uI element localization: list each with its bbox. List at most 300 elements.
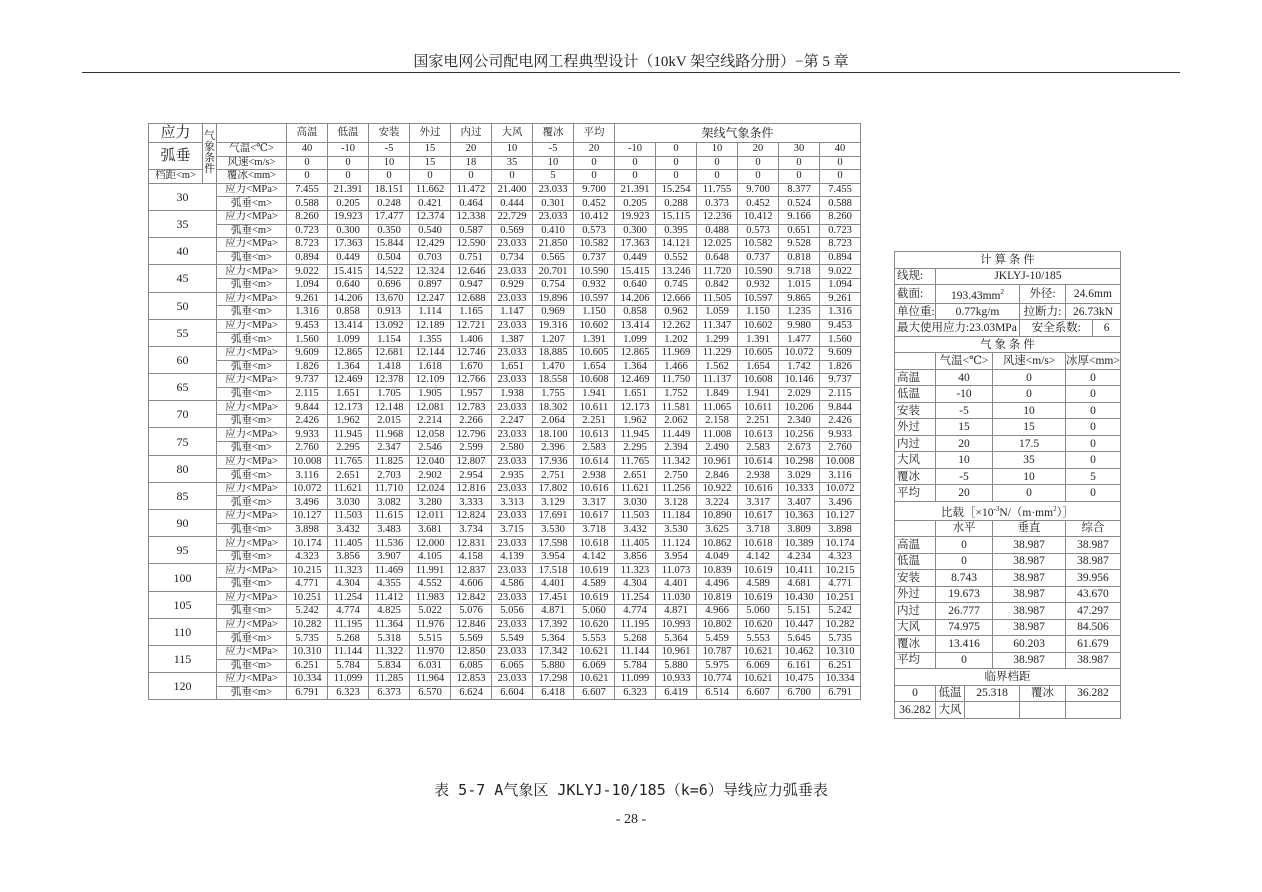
wind-cell: 0 <box>820 156 861 170</box>
sag-cell: 3.715 <box>492 523 533 537</box>
condition-name: 低温 <box>895 386 936 403</box>
span-value: 60 <box>149 346 217 373</box>
load-combined: 38.987 <box>1066 553 1121 570</box>
row-label: 应力<MPa> <box>217 374 287 388</box>
stress-cell: 10.602 <box>738 319 779 333</box>
sag-row <box>149 442 861 456</box>
load-horizontal: 0 <box>936 652 993 669</box>
stress-cell: 12.374 <box>410 210 451 224</box>
sag-cell: 5.834 <box>369 659 410 673</box>
stress-cell: 9.261 <box>820 292 861 306</box>
sag-cell: 0.421 <box>410 197 451 211</box>
ice-cell: 0 <box>574 170 615 184</box>
stress-cell: 11.969 <box>656 346 697 360</box>
sag-cell: 0.703 <box>410 251 451 265</box>
sag-cell: 4.552 <box>410 578 451 592</box>
sag-cell: 4.401 <box>533 578 574 592</box>
condition-name: 大风 <box>895 452 936 469</box>
sag-cell: 1.387 <box>492 333 533 347</box>
stress-cell: 11.662 <box>410 183 451 197</box>
critical-span-cell: 0 <box>895 685 936 702</box>
stress-cell: 10.363 <box>779 510 820 524</box>
wind-cell: 35 <box>492 156 533 170</box>
stress-cell: 12.666 <box>656 292 697 306</box>
stress-cell: 10.008 <box>287 455 328 469</box>
condition-name: 安装 <box>895 402 936 419</box>
sag-cell: 1.962 <box>328 414 369 428</box>
sag-cell: 5.880 <box>533 659 574 673</box>
temperature-cell: 40 <box>287 143 328 157</box>
sag-cell: 1.962 <box>615 414 656 428</box>
stress-cell: 23.033 <box>492 482 533 496</box>
sag-cell: 5.549 <box>492 632 533 646</box>
stress-cell: 12.721 <box>451 319 492 333</box>
stress-cell: 10.922 <box>697 482 738 496</box>
overhead-weather-label: 架线气象条件 <box>615 124 861 143</box>
stress-cell: 10.621 <box>738 673 779 687</box>
sag-cell: 1.651 <box>492 360 533 374</box>
stress-cell: 12.236 <box>697 210 738 224</box>
column-header: 安装 <box>369 124 410 143</box>
sag-cell: 0.858 <box>615 306 656 320</box>
header-rule <box>82 72 1180 73</box>
sag-cell: 0.464 <box>451 197 492 211</box>
sag-cell: 2.251 <box>574 414 615 428</box>
sag-cell: 0.929 <box>492 278 533 292</box>
wind-cell: 0 <box>287 156 328 170</box>
sag-cell: 4.771 <box>820 578 861 592</box>
temperature-cell: -10 <box>615 143 656 157</box>
stress-cell: 23.033 <box>492 645 533 659</box>
sag-cell: 5.268 <box>328 632 369 646</box>
sag-cell: 1.957 <box>451 387 492 401</box>
row-label: 应力<MPa> <box>217 510 287 524</box>
stress-cell: 15.844 <box>369 238 410 252</box>
stress-cell: 10.412 <box>738 210 779 224</box>
row-label: 弧垂<m> <box>217 523 287 537</box>
load-header: 水平 <box>936 520 993 537</box>
sag-cell: 3.809 <box>779 523 820 537</box>
span-label: 档距<m> <box>149 170 203 184</box>
sag-cell: 2.751 <box>533 469 574 483</box>
sag-cell: 2.599 <box>451 442 492 456</box>
load-horizontal: 74.975 <box>936 619 993 636</box>
stress-cell: 10.430 <box>779 591 820 605</box>
load-vertical: 38.987 <box>993 586 1066 603</box>
area-unit-sup: 2 <box>1000 288 1004 296</box>
sag-row <box>149 550 861 564</box>
title-row <box>895 252 1121 269</box>
stress-cell: 10.462 <box>779 645 820 659</box>
sag-row <box>149 360 861 374</box>
critical-row <box>895 702 1121 719</box>
sag-cell: 6.323 <box>615 686 656 700</box>
sag-cell: 1.654 <box>574 360 615 374</box>
stress-cell: 10.582 <box>738 238 779 252</box>
sag-cell: 1.826 <box>287 360 328 374</box>
stress-cell: 11.405 <box>615 537 656 551</box>
stress-cell: 9.022 <box>820 265 861 279</box>
stress-cell: 17.363 <box>328 238 369 252</box>
load-row <box>895 619 1121 636</box>
wind-cell: 0 <box>656 156 697 170</box>
span-value: 70 <box>149 401 217 428</box>
load-vertical: 38.987 <box>993 603 1066 620</box>
sag-cell: 3.432 <box>328 523 369 537</box>
sag-cell: 3.898 <box>287 523 328 537</box>
sag-cell: 0.449 <box>328 251 369 265</box>
load-row <box>895 537 1121 554</box>
stress-cell: 23.033 <box>492 673 533 687</box>
stress-cell: 12.865 <box>615 346 656 360</box>
weather-row <box>895 485 1121 502</box>
sag-row <box>149 605 861 619</box>
calc-title: 计 算 条 件 <box>895 252 1121 269</box>
stress-cell: 10.618 <box>738 537 779 551</box>
sag-cell: 1.905 <box>410 387 451 401</box>
sag-cell: 0.540 <box>410 224 451 238</box>
weight-row <box>895 303 1121 320</box>
sag-cell: 3.496 <box>820 496 861 510</box>
wind-cell: 0 <box>328 156 369 170</box>
sag-cell: 1.364 <box>615 360 656 374</box>
stress-cell: 7.455 <box>287 183 328 197</box>
sag-cell: 0.734 <box>492 251 533 265</box>
stress-cell: 10.447 <box>779 618 820 632</box>
stress-cell: 14.206 <box>615 292 656 306</box>
stress-cell: 9.022 <box>287 265 328 279</box>
row-label: 弧垂<m> <box>217 333 287 347</box>
sag-row <box>149 224 861 238</box>
condition-name: 外过 <box>895 586 936 603</box>
stress-cell: 11.256 <box>656 482 697 496</box>
sag-cell: 3.317 <box>574 496 615 510</box>
condition-name: 内过 <box>895 435 936 452</box>
sag-cell: 0.588 <box>287 197 328 211</box>
stress-cell: 11.945 <box>328 428 369 442</box>
sag-cell: 3.432 <box>615 523 656 537</box>
sag-cell: 3.530 <box>533 523 574 537</box>
sag-cell: 1.299 <box>697 333 738 347</box>
blank-cell <box>895 353 936 370</box>
load-title-part: 2 <box>1053 504 1057 513</box>
sag-cell: 2.954 <box>451 469 492 483</box>
stress-cell: 13.246 <box>656 265 697 279</box>
stress-cell: 10.620 <box>738 618 779 632</box>
weather-row <box>895 452 1121 469</box>
stress-cell: 9.844 <box>287 401 328 415</box>
sag-cell: 1.235 <box>779 306 820 320</box>
row-label: 弧垂<m> <box>217 224 287 238</box>
load-combined: 47.297 <box>1066 603 1121 620</box>
sag-cell: 0.524 <box>779 197 820 211</box>
weather-ice: 0 <box>1066 402 1121 419</box>
sag-cell: 6.251 <box>287 659 328 673</box>
critical-span-cell: 36.282 <box>1066 685 1121 702</box>
sag-cell: 1.705 <box>369 387 410 401</box>
sag-cell: 2.158 <box>697 414 738 428</box>
stress-cell: 10.614 <box>738 455 779 469</box>
stress-cell: 12.058 <box>410 428 451 442</box>
sag-cell: 4.606 <box>451 578 492 592</box>
stress-cell: 8.377 <box>779 183 820 197</box>
stress-cell: 10.215 <box>820 564 861 578</box>
sag-cell: 4.401 <box>656 578 697 592</box>
sag-cell: 5.784 <box>328 659 369 673</box>
sag-cell: 6.624 <box>451 686 492 700</box>
sag-cell: 4.142 <box>738 550 779 564</box>
stress-cell: 9.737 <box>820 374 861 388</box>
stress-cell: 17.451 <box>533 591 574 605</box>
stress-cell: 9.609 <box>287 346 328 360</box>
stress-cell: 9.737 <box>287 374 328 388</box>
stress-cell: 17.477 <box>369 210 410 224</box>
sag-cell: 5.242 <box>820 605 861 619</box>
sag-cell: 0.947 <box>451 278 492 292</box>
load-header: 垂直 <box>993 520 1066 537</box>
sag-cell: 6.570 <box>410 686 451 700</box>
stress-cell: 10.621 <box>574 673 615 687</box>
row-label: 应力<MPa> <box>217 319 287 333</box>
weather-header: 风速<m/s> <box>993 353 1066 370</box>
sag-cell: 3.224 <box>697 496 738 510</box>
stress-cell: 11.615 <box>369 510 410 524</box>
sag-cell: 2.673 <box>779 442 820 456</box>
row-label: 弧垂<m> <box>217 197 287 211</box>
sag-cell: 0.373 <box>697 197 738 211</box>
sag-cell: 6.031 <box>410 659 451 673</box>
stress-cell: 10.008 <box>820 455 861 469</box>
sag-cell: 6.607 <box>738 686 779 700</box>
sag-cell: 6.069 <box>738 659 779 673</box>
stress-cell: 14.206 <box>328 292 369 306</box>
temperature-cell: -5 <box>369 143 410 157</box>
load-combined: 38.987 <box>1066 537 1121 554</box>
stress-cell: 17.691 <box>533 510 574 524</box>
area-row <box>895 285 1121 304</box>
sag-cell: 6.323 <box>328 686 369 700</box>
stress-cell: 9.528 <box>779 238 820 252</box>
ice-cell: 0 <box>820 170 861 184</box>
stress-cell: 21.850 <box>533 238 574 252</box>
stress-cell: 11.991 <box>410 564 451 578</box>
stress-cell: 8.260 <box>820 210 861 224</box>
stress-cell: 10.839 <box>697 564 738 578</box>
area-number: 193.43mm <box>950 289 1001 302</box>
weather-wind: 0 <box>993 386 1066 403</box>
page-number: - 28 - <box>615 812 647 827</box>
stress-cell: 17.802 <box>533 482 574 496</box>
stress-cell: 11.964 <box>410 673 451 687</box>
sag-cell: 2.214 <box>410 414 451 428</box>
stress-cell: 17.342 <box>533 645 574 659</box>
temperature-cell: 20 <box>451 143 492 157</box>
sag-cell: 1.316 <box>820 306 861 320</box>
stress-cell: 10.310 <box>287 645 328 659</box>
stress-cell: 10.174 <box>287 537 328 551</box>
stress-cell: 10.616 <box>738 482 779 496</box>
condition-name: 高温 <box>895 537 936 554</box>
stress-cell: 8.260 <box>287 210 328 224</box>
sag-cell: 2.251 <box>738 414 779 428</box>
stress-sag-table <box>148 123 861 700</box>
stress-cell: 19.316 <box>533 319 574 333</box>
temperature-cell: 40 <box>820 143 861 157</box>
load-row <box>895 570 1121 587</box>
blank-cell <box>217 124 287 143</box>
sag-cell: 6.065 <box>492 659 533 673</box>
temperature-cell: 10 <box>492 143 533 157</box>
stress-cell: 10.961 <box>656 645 697 659</box>
sag-row <box>149 523 861 537</box>
sag-cell: 0.350 <box>369 224 410 238</box>
stress-row <box>149 455 861 469</box>
stress-cell: 11.765 <box>328 455 369 469</box>
weather-temp: -5 <box>936 468 993 485</box>
temperature-cell: -10 <box>328 143 369 157</box>
sag-cell: 2.266 <box>451 414 492 428</box>
stress-cell: 17.298 <box>533 673 574 687</box>
stress-cell: 11.505 <box>697 292 738 306</box>
sag-cell: 2.760 <box>287 442 328 456</box>
stress-cell: 12.040 <box>410 455 451 469</box>
weather-condition-label: 气象条件 <box>203 124 217 184</box>
sag-cell: 3.681 <box>410 523 451 537</box>
blank-cell <box>965 702 1020 719</box>
sag-cell: 0.640 <box>615 278 656 292</box>
sag-cell: 4.323 <box>820 550 861 564</box>
critical-span-title: 临界档距 <box>895 669 1121 686</box>
sag-cell: 0.640 <box>328 278 369 292</box>
sag-cell: 5.553 <box>738 632 779 646</box>
sag-cell: 3.317 <box>738 496 779 510</box>
column-header: 平均 <box>574 124 615 143</box>
sag-cell: 1.355 <box>410 333 451 347</box>
condition-name: 高温 <box>895 369 936 386</box>
stress-cell: 10.933 <box>656 673 697 687</box>
stress-cell: 9.609 <box>820 346 861 360</box>
sag-cell: 5.784 <box>615 659 656 673</box>
sag-cell: 0.858 <box>328 306 369 320</box>
weather-row <box>895 402 1121 419</box>
row-label: 应力<MPa> <box>217 537 287 551</box>
sag-cell: 2.490 <box>697 442 738 456</box>
stress-cell: 11.503 <box>328 510 369 524</box>
stress-cell: 12.837 <box>451 564 492 578</box>
sag-cell: 4.049 <box>697 550 738 564</box>
stress-cell: 10.608 <box>574 374 615 388</box>
critical-span-cell: 大风 <box>936 702 965 719</box>
stress-cell: 21.400 <box>492 183 533 197</box>
stress-cell: 11.621 <box>615 482 656 496</box>
stress-cell: 10.310 <box>820 645 861 659</box>
weather-wind: 35 <box>993 452 1066 469</box>
row-label: 应力<MPa> <box>217 238 287 252</box>
sag-cell: 3.129 <box>533 496 574 510</box>
stress-cell: 9.865 <box>779 292 820 306</box>
load-title-part: 比载［×10 <box>941 506 994 519</box>
stress-cell: 11.469 <box>369 564 410 578</box>
sag-cell: 4.355 <box>369 578 410 592</box>
sag-cell: 1.150 <box>574 306 615 320</box>
stress-cell: 10.611 <box>574 401 615 415</box>
sag-cell: 5.060 <box>574 605 615 619</box>
sag-cell: 0.737 <box>574 251 615 265</box>
sag-cell: 4.105 <box>410 550 451 564</box>
stress-row <box>149 292 861 306</box>
breaking-label: 拉断力: <box>1020 303 1066 320</box>
sag-cell: 4.681 <box>779 578 820 592</box>
sag-cell: 2.546 <box>410 442 451 456</box>
stress-cell: 11.124 <box>656 537 697 551</box>
stress-cell: 12.262 <box>656 319 697 333</box>
weather-ice: 0 <box>1066 369 1121 386</box>
span-value: 90 <box>149 510 217 537</box>
condition-name: 外过 <box>895 419 936 436</box>
load-horizontal: 0 <box>936 537 993 554</box>
sag-cell: 2.651 <box>328 469 369 483</box>
stress-cell: 10.072 <box>820 482 861 496</box>
row-label: 弧垂<m> <box>217 469 287 483</box>
load-combined: 39.956 <box>1066 570 1121 587</box>
stress-cell: 14.121 <box>656 238 697 252</box>
stress-cell: 10.890 <box>697 510 738 524</box>
row-label: 应力<MPa> <box>217 455 287 469</box>
stress-cell: 23.033 <box>492 455 533 469</box>
sag-cell: 0.932 <box>738 278 779 292</box>
stress-cell: 17.363 <box>615 238 656 252</box>
sag-cell: 2.935 <box>492 469 533 483</box>
span-value: 115 <box>149 645 217 672</box>
stress-cell: 10.298 <box>779 455 820 469</box>
sag-cell: 0.913 <box>369 306 410 320</box>
stress-cell: 23.033 <box>492 346 533 360</box>
stress-cell: 15.415 <box>328 265 369 279</box>
condition-name: 平均 <box>895 485 936 502</box>
stress-cell: 12.247 <box>410 292 451 306</box>
column-header: 覆冰 <box>533 124 574 143</box>
sag-cell: 3.734 <box>451 523 492 537</box>
row-label: 弧垂<m> <box>217 306 287 320</box>
stress-cell: 10.282 <box>287 618 328 632</box>
stress-cell: 17.598 <box>533 537 574 551</box>
stress-cell: 18.100 <box>533 428 574 442</box>
load-combined: 84.506 <box>1066 619 1121 636</box>
weather-temp: -5 <box>936 402 993 419</box>
row-label: 应力<MPa> <box>217 346 287 360</box>
area-value <box>936 285 1020 304</box>
sag-row <box>149 278 861 292</box>
stress-cell: 18.302 <box>533 401 574 415</box>
stress-cell: 23.033 <box>492 265 533 279</box>
stress-cell: 11.621 <box>328 482 369 496</box>
stress-cell: 11.983 <box>410 591 451 605</box>
stress-cell: 12.831 <box>451 537 492 551</box>
sag-cell: 3.718 <box>574 523 615 537</box>
stress-cell: 10.072 <box>287 482 328 496</box>
stress-cell: 10.621 <box>738 645 779 659</box>
stress-cell: 10.605 <box>574 346 615 360</box>
conductor-label: 线规: <box>895 268 936 285</box>
stress-cell: 23.033 <box>492 428 533 442</box>
stress-cell: 12.766 <box>451 374 492 388</box>
stress-cell: 12.173 <box>615 401 656 415</box>
sag-cell: 5.364 <box>656 632 697 646</box>
sag-cell: 1.651 <box>615 387 656 401</box>
sag-cell: 6.251 <box>820 659 861 673</box>
stress-cell: 10.621 <box>574 645 615 659</box>
sag-cell: 1.207 <box>533 333 574 347</box>
